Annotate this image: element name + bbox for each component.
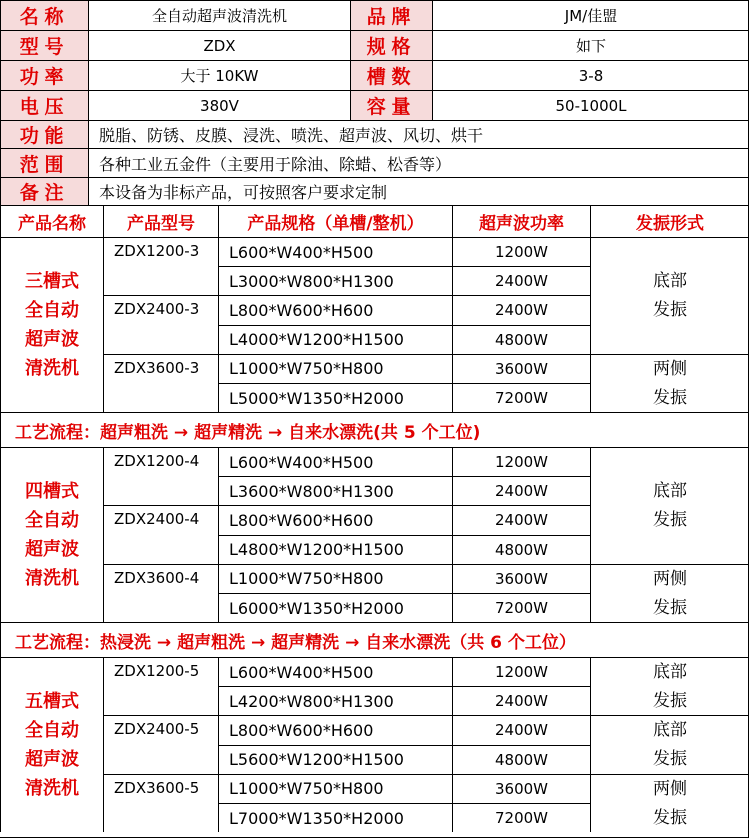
series-name	[0, 237, 103, 412]
mount-type-line: 发振	[653, 749, 687, 770]
spec-cell: L4000*W1200*H1500	[218, 325, 452, 354]
info-label: 电压	[0, 90, 88, 120]
series-name-line: 全自动	[25, 720, 79, 742]
info-value: 各种工业五金件（主要用于除油、除蜡、松香等）	[88, 148, 749, 177]
power-cell: 4800W	[452, 535, 590, 564]
power-cell: 2400W	[452, 266, 590, 295]
model-cell: ZDX1200-4	[103, 447, 218, 505]
mount-type-line: 底部	[653, 661, 687, 682]
mount-type-line: 底部	[653, 270, 687, 291]
power-cell: 7200W	[452, 803, 590, 832]
mount-type-line: 底部	[653, 480, 687, 501]
info-value: ZDX	[88, 30, 350, 60]
process-flow: 工艺流程：热浸洗 → 超声粗洗 → 超声精洗 → 自来水漂洗（共 6 个工位）	[0, 622, 749, 657]
spec-cell: L600*W400*H500	[218, 657, 452, 686]
series-name-line: 三槽式	[25, 271, 79, 293]
series-name-line: 超声波	[25, 329, 79, 351]
power-cell: 4800W	[452, 745, 590, 774]
spec-cell: L600*W400*H500	[218, 447, 452, 476]
column-header: 产品规格（单槽/整机）	[218, 205, 452, 237]
power-cell: 1200W	[452, 447, 590, 476]
power-cell: 2400W	[452, 505, 590, 534]
model-cell: ZDX2400-4	[103, 505, 218, 563]
series-name-line: 全自动	[25, 300, 79, 322]
mount-type-line: 两侧	[653, 358, 687, 379]
spec-cell: L5600*W1200*H1500	[218, 745, 452, 774]
spec-cell: L1000*W750*H800	[218, 354, 452, 383]
info-value: 全自动超声波清洗机	[88, 0, 350, 30]
power-cell: 1200W	[452, 237, 590, 266]
column-header: 超声波功率	[452, 205, 590, 237]
model-cell: ZDX2400-3	[103, 295, 218, 353]
mount-type-line: 两侧	[653, 568, 687, 589]
power-cell: 1200W	[452, 657, 590, 686]
mount-type-line: 发振	[653, 509, 687, 530]
model-cell: ZDX1200-3	[103, 237, 218, 295]
info-label: 规格	[350, 30, 432, 60]
mount-type-line: 发振	[653, 299, 687, 320]
spec-cell: L800*W600*H600	[218, 505, 452, 534]
process-flow: 工艺流程：超声粗洗 → 超声精洗 → 自来水漂洗(共 5 个工位)	[0, 412, 749, 447]
power-cell: 3600W	[452, 354, 590, 383]
spec-cell: L4200*W800*H1300	[218, 686, 452, 715]
spec-cell: L800*W600*H600	[218, 715, 452, 744]
model-cell: ZDX3600-5	[103, 774, 218, 832]
spec-cell: L3600*W800*H1300	[218, 476, 452, 505]
info-label: 品牌	[350, 0, 432, 30]
series-name-line: 超声波	[25, 749, 79, 771]
series-name-line: 清洗机	[25, 778, 79, 800]
power-cell: 3600W	[452, 564, 590, 593]
column-header: 发振形式	[590, 205, 749, 237]
spec-cell: L4800*W1200*H1500	[218, 535, 452, 564]
series-name-line: 四槽式	[25, 481, 79, 503]
info-value: JM/佳盟	[432, 0, 749, 30]
info-label: 槽数	[350, 60, 432, 90]
info-label: 功率	[0, 60, 88, 90]
info-label: 功能	[0, 120, 88, 148]
mount-type	[590, 715, 749, 773]
spec-cell: L1000*W750*H800	[218, 774, 452, 803]
mount-type-line: 发振	[653, 690, 687, 711]
info-value: 脱脂、防锈、皮膜、浸洗、喷洗、超声波、风切、烘干	[88, 120, 749, 148]
info-value: 3-8	[432, 60, 749, 90]
info-label: 容量	[350, 90, 432, 120]
model-cell: ZDX3600-4	[103, 564, 218, 622]
mount-type	[590, 447, 749, 564]
spec-cell: L3000*W800*H1300	[218, 266, 452, 295]
mount-type	[590, 354, 749, 412]
series-name-line: 清洗机	[25, 358, 79, 380]
info-label: 备注	[0, 177, 88, 205]
power-cell: 2400W	[452, 476, 590, 505]
spec-cell: L600*W400*H500	[218, 237, 452, 266]
mount-type	[590, 237, 749, 354]
mount-type-line: 发振	[653, 807, 687, 828]
power-cell: 3600W	[452, 774, 590, 803]
power-cell: 7200W	[452, 383, 590, 412]
info-value: 本设备为非标产品，可按照客户要求定制	[88, 177, 749, 205]
power-cell: 2400W	[452, 715, 590, 744]
mount-type-line: 发振	[653, 387, 687, 408]
column-header: 产品名称	[0, 205, 103, 237]
series-name	[0, 447, 103, 622]
mount-type	[590, 564, 749, 622]
power-cell: 2400W	[452, 686, 590, 715]
info-label: 型号	[0, 30, 88, 60]
info-value: 380V	[88, 90, 350, 120]
info-value: 50-1000L	[432, 90, 749, 120]
spec-cell: L6000*W1350*H2000	[218, 593, 452, 622]
model-cell: ZDX2400-5	[103, 715, 218, 773]
spec-cell: L800*W600*H600	[218, 295, 452, 324]
info-label: 名称	[0, 0, 88, 30]
info-value: 大于 10KW	[88, 60, 350, 90]
mount-type-line: 发振	[653, 597, 687, 618]
mount-type	[590, 774, 749, 832]
power-cell: 7200W	[452, 593, 590, 622]
mount-type	[590, 657, 749, 715]
spec-cell: L5000*W1350*H2000	[218, 383, 452, 412]
model-cell: ZDX3600-3	[103, 354, 218, 412]
series-name-line: 五槽式	[25, 691, 79, 713]
power-cell: 4800W	[452, 325, 590, 354]
info-value: 如下	[432, 30, 749, 60]
column-header: 产品型号	[103, 205, 218, 237]
series-name-line: 全自动	[25, 510, 79, 532]
mount-type-line: 两侧	[653, 778, 687, 799]
power-cell: 2400W	[452, 295, 590, 324]
spec-cell: L1000*W750*H800	[218, 564, 452, 593]
model-cell: ZDX1200-5	[103, 657, 218, 715]
series-name-line: 清洗机	[25, 568, 79, 590]
info-label: 范围	[0, 148, 88, 177]
spec-cell: L7000*W1350*H2000	[218, 803, 452, 832]
series-name	[0, 657, 103, 832]
mount-type-line: 底部	[653, 720, 687, 741]
series-name-line: 超声波	[25, 539, 79, 561]
